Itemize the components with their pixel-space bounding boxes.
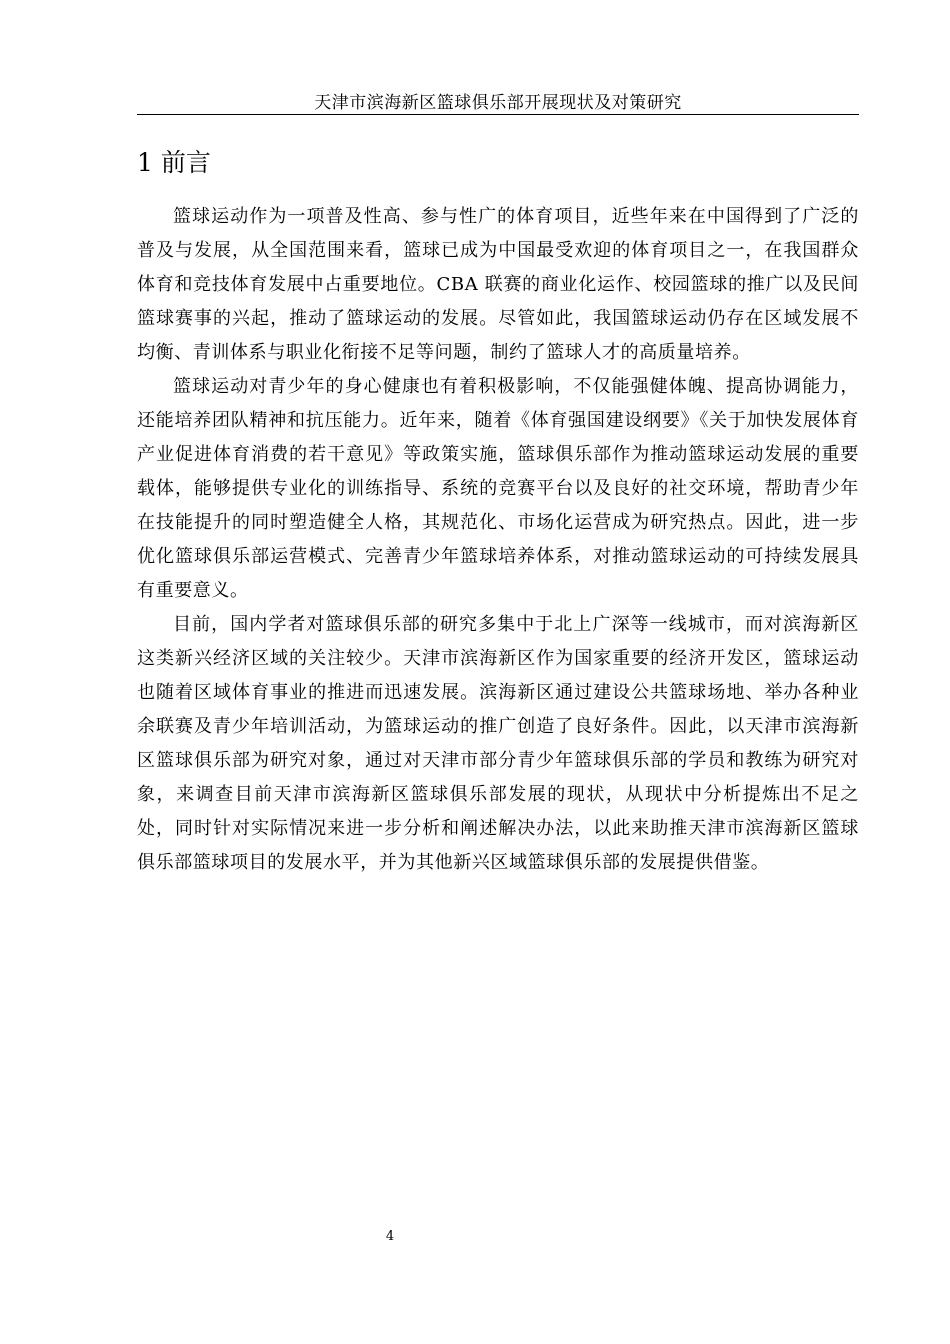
page-number: 4 — [385, 1229, 395, 1244]
header-divider — [137, 114, 859, 115]
paragraph-2: 篮球运动对青少年的身心健康也有着积极影响，不仅能强健体魄、提高协调能力，还能培养团队精神和抗压能力。近年来，随着《体育强国建设纲要》《关于加快发展体育产业促进体育消费的若干意见》等政策实施，篮球俱乐部作为推动篮球运动发展的重要载体，能够提供专业化的训练指导、系统的竞赛平台以及良好的社交环境，帮助青少年在技能提升的同时塑造健全人格，其规范化、市场化运营成为研究热点。因此，进一步优化篮球俱乐部运营模式、完善青少年篮球培养体系，对推动篮球运动的可持续发展具有重要意义。 — [137, 376, 859, 601]
running-header: 天津市滨海新区篮球俱乐部开展现状及对策研究 — [314, 93, 682, 113]
paragraph-1: 篮球运动作为一项普及性高、参与性广的体育项目，近些年来在中国得到了广泛的普及与发展，从全国范围来看，篮球已成为中国最受欢迎的体育项目之一，在我国群众体育和竞技体育发展中占重要地位。CBA 联赛的商业化运作、校园篮球的推广以及民间篮球赛事的兴起，推动了篮球运动的发展。尽管如此，我国篮球运动仍存在区域发展不均衡、青训体系与职业化衔接不足等问题，制约了篮球人才的高质量培养。 — [137, 206, 859, 363]
paragraph-3: 目前，国内学者对篮球俱乐部的研究多集中于北上广深等一线城市，而对滨海新区这类新兴经济区域的关注较少。天津市滨海新区作为国家重要的经济开发区，篮球运动也随着区域体育事业的推进而迅速发展。滨海新区通过建设公共篮球场地、举办各种业余联赛及青少年培训活动，为篮球运动的推广创造了良好条件。因此，以天津市滨海新区篮球俱乐部为研究对象，通过对天津市部分青少年篮球俱乐部的学员和教练为研究对象，来调查目前天津市滨海新区篮球俱乐部发展的现状，从现状中分析提炼出不足之处，同时针对实际情况来进一步分析和阐述解决办法，以此来助推天津市滨海新区篮球俱乐部篮球项目的发展水平，并为其他新兴区域篮球俱乐部的发展提供借鉴。 — [137, 614, 859, 873]
body-text — [137, 200, 859, 880]
section-heading: 1 前言 — [137, 148, 211, 177]
